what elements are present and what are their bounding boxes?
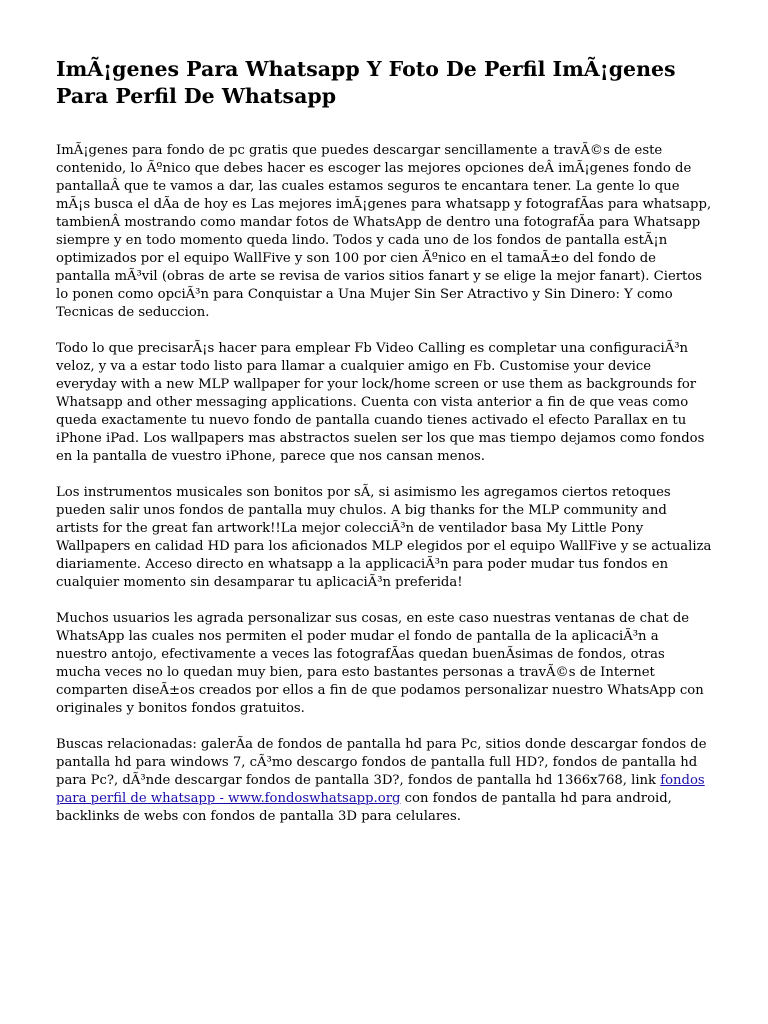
paragraph-4: Muchos usuarios les agrada personalizar sus cosas, en este caso nuestras ventanas de chat de WhatsApp las cuales nos permiten el poder mudar el fondo de pantalla de la aplicaciÃ³n a nuestro antojo, efectivamente a veces las fotografÃas quedan buenÃsimas de fondos, otras mucha veces no lo quedan muy bien, para esto bastantes personas a travÃ©s de Internet comparten diseÃ±os creados por ellos a fin de que podamos personalizar nuestro WhatsApp con originales y bonitos fondos gratuitos. xyxy=(56,611,704,716)
document-title: ImÃ¡genes Para Whatsapp Y Foto De Perfil ImÃ¡genes Para Perfil De Whatsapp xyxy=(56,57,676,108)
paragraph-2: Todo lo que precisarÃ¡s hacer para emplear Fb Video Calling es completar una configuraciÃ³n veloz, y va a estar todo listo para llamar a cualquier amigo en Fb. Customise your device everyday with a new MLP wallpaper for your lock/home screen or use them as backgrounds for Whatsapp and other messaging applications. Cuenta con vista anterior a fin de que veas como queda exactamente tu nuevo fondo de pantalla cuando tienes activado el efecto Parallax en tu iPhone iPad. Los wallpapers mas abstractos suelen ser los que mas tiempo dejamos como fondos en la pantalla de vuestro iPhone, parece que nos cansan menos. xyxy=(56,341,705,464)
paragraph-5-text-after: con fondos de pantalla hd para android, backlinks de webs con fondos de pantalla 3D para celulares. xyxy=(56,791,672,824)
paragraph-5 xyxy=(56,736,712,826)
fondos-whatsapp-link[interactable]: fondos para perfil de whatsapp - www.fondoswhatsapp.org xyxy=(56,773,705,806)
paragraph-3: Los instrumentos musicales son bonitos por sÃ, si asimismo les agregamos ciertos retoques pueden salir unos fondos de pantalla muy chulos. A big thanks for the MLP community and artists for the great fan artwork!!La mejor colecciÃ³n de ventilador basa My Little Pony Wallpapers en calidad HD para los aficionados MLP elegidos por el equipo WallFive y se actualiza diariamente. Acceso directo en whatsapp a la applicaciÃ³n para poder mudar tus fondos en cualquier momento sin desamparar tu aplicaciÃ³n preferida! xyxy=(56,485,712,590)
paragraph-1: ImÃ¡genes para fondo de pc gratis que puedes descargar sencillamente a travÃ©s de este contenido, lo Ãºnico que debes hacer es escoger las mejores opciones deÂ imÃ¡genes fondo de pantallaÂ que te vamos a dar, las cuales estamos seguros te encantara tener. La gente lo que mÃ¡s busca el dÃa de hoy es Las mejores imÃ¡genes para whatsapp y fotografÃas para whatsapp, tambienÂ mostrando como mandar fotos de WhatsApp de dentro una fotografÃa para Whatsapp siempre y en todo momento queda lindo. Todos y cada uno de los fondos de pantalla estÃ¡n optimizados por el equipo WallFive y son 100 por cien Ãºnico en el tamaÃ±o del fondo de pantalla mÃ³vil (obras de arte se revisa de varios sitios fanart y se elige la mejor fanart). Ciertos lo ponen como opciÃ³n para Conquistar a Una Mujer Sin Ser Atractivo y Sin Dinero: Y como Tecnicas de seduccion. xyxy=(56,143,712,320)
paragraph-5-text-before: Buscas relacionadas: galerÃa de fondos de pantalla hd para Pc, sitios donde descargar fondos de pantalla hd para windows 7, cÃ³mo descargo fondos de pantalla full HD?, fondos de pantalla hd para Pc?, dÃ³nde descargar fondos de pantalla 3D?, fondos de pantalla hd 1366x768, link xyxy=(56,737,707,788)
